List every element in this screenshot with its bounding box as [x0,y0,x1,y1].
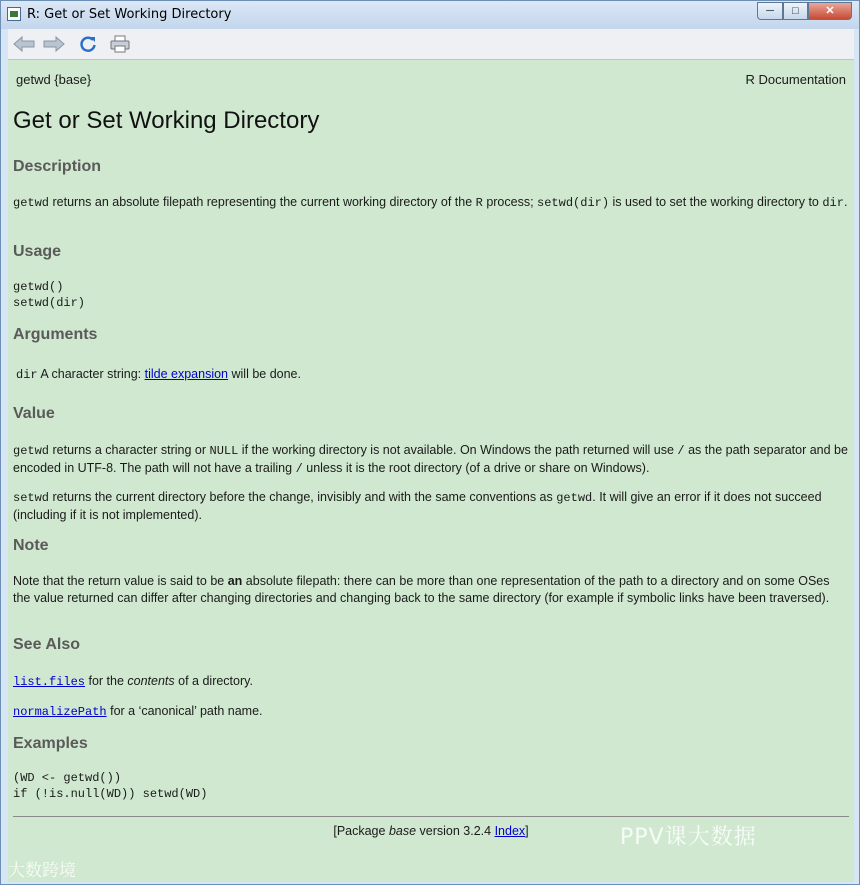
examples-code: (WD <- getwd()) if (!is.null(WD)) setwd(WD) [13,771,208,801]
index-link[interactable]: Index [494,824,526,838]
usage-code: getwd() setwd(dir) [13,280,86,310]
text-span: returns an absolute filepath representing the current working directory of the [49,195,476,209]
refresh-button[interactable] [76,34,100,54]
code-getwd: getwd [13,444,50,458]
see-also-heading: See Also [13,636,80,653]
text-span: for a ‘canonical’ path name. [106,704,263,718]
text-span: version 3.2.4 [416,824,495,838]
package-name: base [388,824,417,838]
text-span: if the working directory is not available. On Windows the path returned will use [238,443,678,457]
argument-row [16,366,852,384]
maximize-button[interactable]: □ [783,2,808,20]
refresh-icon [79,35,97,53]
text-span: of a directory. [174,674,253,688]
code-setwd: setwd [13,491,50,505]
forward-arrow-icon [43,36,65,52]
text-span: Note that the return value is said to be [13,574,228,588]
watermark-left: 大数跨境 [8,861,76,881]
close-button[interactable]: ✕ [808,2,852,20]
usage-heading: Usage [13,243,62,260]
see-also-item-2 [13,703,849,721]
toolbar [8,29,854,60]
code-NULL: NULL [209,444,239,458]
value-text-2 [13,489,849,523]
note-heading: Note [13,537,49,554]
text-span: . [843,195,848,209]
title-bar [1,1,859,29]
code-slash: / [295,461,303,476]
text-span: returns the current directory before the change, invisibly and with the same conventions as [49,490,557,504]
print-button[interactable] [108,34,132,54]
minimize-button[interactable]: ─ [757,2,783,20]
note-text [13,573,849,606]
page-title: Get or Set Working Directory [13,107,320,134]
text-span: ] [525,824,529,838]
code-R: R [475,196,483,210]
printer-icon [110,35,130,53]
normalizepath-link[interactable]: normalizePath [13,705,107,719]
value-text-1 [13,442,849,477]
app-icon [7,7,21,21]
arguments-heading: Arguments [13,326,98,343]
footer-divider [13,816,849,817]
text-span: for the [85,674,128,688]
text-span: returns a character string or [49,443,210,457]
code-getwd: getwd [13,196,50,210]
text-span: unless it is the root directory (of a drive or share on Windows). [302,460,650,475]
topic-package: getwd {base} [16,72,92,87]
watermark-right: PPV课大数据 [620,825,757,850]
doc-source: R Documentation [745,72,846,87]
value-heading: Value [13,405,55,422]
bold-an: an [227,574,243,588]
code-setwd: setwd(dir) [537,196,610,210]
forward-button[interactable] [42,34,66,54]
examples-heading: Examples [13,735,88,752]
back-button[interactable] [12,34,36,54]
text-span: [Package [333,824,389,838]
text-span: process; [482,195,538,209]
text-span: as the path separator and be encoded in UTF-8. The path will not have a trailing [13,443,848,475]
text-span: absolute filepath: there can be more than one representation of the path to a directory and on some OSes the value returned can differ after changing directories and changing back to the same directory (for example if symbolic links have been traversed). [13,574,830,605]
text-span: A character string: [37,367,145,381]
back-arrow-icon [13,36,35,52]
see-also-item-1 [13,673,849,691]
description-heading: Description [13,158,102,175]
code-dir: dir [822,196,844,210]
code-getwd: getwd [556,491,593,505]
text-span: will be done. [228,367,301,381]
help-page [8,60,854,882]
text-span: . It will give an error if it does not succeed (including if it is not implemented). [13,490,822,522]
tilde-expansion-link[interactable]: tilde expansion [144,367,229,381]
argument-name: dir [16,368,38,382]
window-title: R: Get or Set Working Directory [27,7,232,22]
text-span: is used to set the working directory to [609,195,823,209]
list-files-link[interactable]: list.files [13,675,86,689]
code-slash: / [677,444,685,458]
italic-contents: contents [127,674,175,688]
description-text [13,194,849,212]
